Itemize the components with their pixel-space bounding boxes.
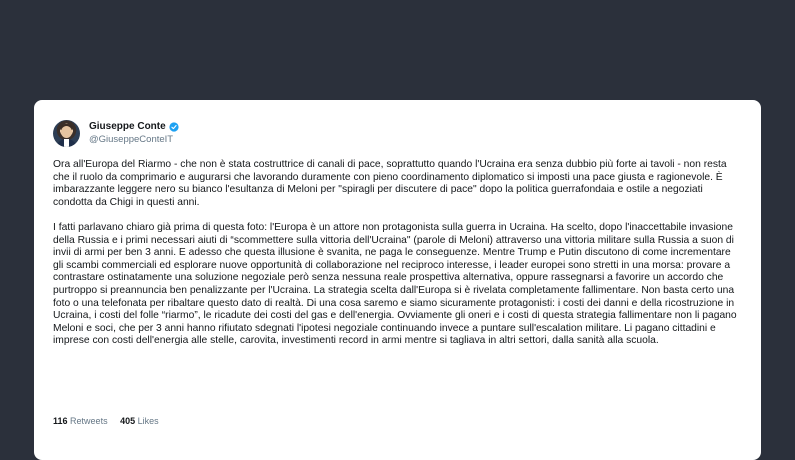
likes-count: 405: [120, 416, 136, 426]
likes-label: Likes: [137, 416, 159, 426]
display-name[interactable]: Giuseppe Conte: [89, 121, 166, 132]
tweet-paragraph: Ora all'Europa del Riarmo - che non è stata costruttrice di canali di pace, soprattutto quando l'Ucraina era senza dubbio più forte ai tavoli - non resta che il ruolo da comprimario e augurarsi che lavorando duramente con pieno coordinamento diplomatico si imposti una pace giusta e ragionevole. È imbarazzante leggere nero su bianco l'esultanza di Meloni per "spiragli per discutere di pace" dopo la politica guerrafondaia e ostile a negoziati condotta da Chigi in questi anni.: [53, 159, 727, 208]
verified-badge-icon: [169, 122, 179, 132]
author-names: [89, 120, 179, 146]
tweet-card: [34, 100, 761, 460]
user-handle[interactable]: @GiuseppeConteIT: [89, 134, 174, 145]
tweet-stats: [53, 416, 169, 426]
retweets-count: 116: [53, 416, 68, 426]
avatar-collar: [64, 139, 69, 147]
tweet-body: [53, 159, 742, 348]
name-row: [89, 120, 179, 133]
tweet-header: [53, 117, 742, 149]
likes-stat[interactable]: [120, 416, 159, 426]
retweets-stat[interactable]: [53, 416, 110, 426]
retweets-label: Retweets: [70, 416, 108, 426]
avatar-face: [61, 126, 72, 138]
tweet-paragraph: I fatti parlavano chiaro già prima di questa foto: l'Europa è un attore non protagonista sulla guerra in Ucraina. Ha scelto, dopo l'inaccettabile invasione della Russia e i primi necessari aiuti di “scommettere sulla vittoria dell'Ucraina" (parole di Meloni) attraverso una vittoria militare sulla Russia a suon di invii di armi per ben 3 anni. E adesso che questa illusione è svanita, ne paga le conseguenze. Mentre Trump e Putin discutono di come incrementare gli scambi commerciali ed esplorare nuove opportunità di collaborazione nel reciproco interesse, i leader europei sono stretti in una morsa: provare a contrastare ostinatamente una soluzione negoziale però senza nessuna reale prospettiva alternativa, oppure rassegnarsi a favorire un accordo che purtroppo si preannuncia ben penalizzante per l'Ucraina. La strategia scelta dall'Europa si è rivelata completamente fallimentare. Non basta certo una foto o una telefonata per ribaltare questo dato di realtà. Di una cosa saremo e siamo sicuramente protagonisti: i costi dei danni e della ricostruzione in Ucraina, i costi del folle “riarmo”, le ricadute dei costi del gas e dell'energia. Ovviamente gli oneri e i costi di questa strategia fallimentare non li pagano Meloni e soci, che per 3 anni hanno rifiutato sdegnati l'ipotesi negoziale continuando invece a puntare sull'escalation militare. Li pagano cittadini e imprese con costi dell'energia alle stelle, carovita, investimenti record in armi mentre si tagliava in altri settori, dalla sanità alla scuola.: [53, 221, 737, 347]
avatar[interactable]: [53, 120, 80, 147]
